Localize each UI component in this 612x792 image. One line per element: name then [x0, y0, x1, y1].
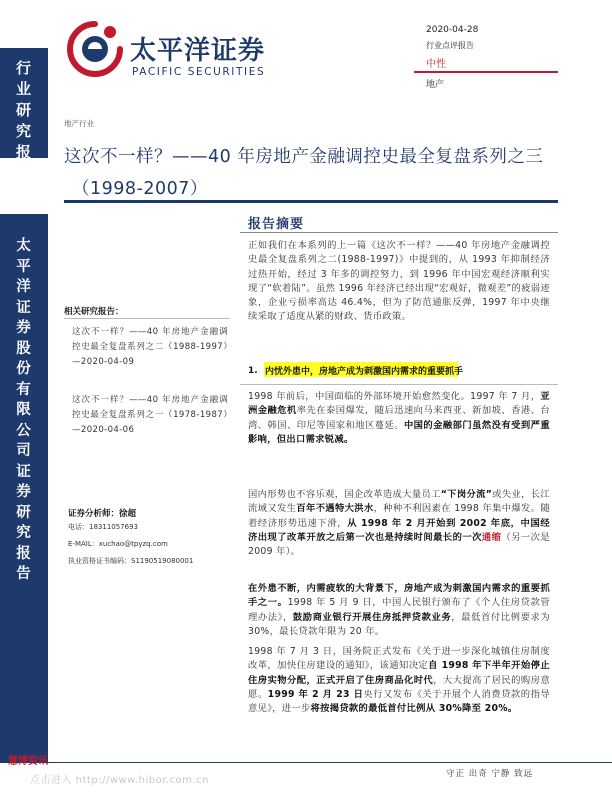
- analyst-phone: 电话：18311057693: [68, 523, 138, 531]
- p4-bold-reform: 自 1998 年下半年开始停止住房实物分配，正式开启了住房商品化时代: [248, 660, 550, 686]
- title-divider: [64, 200, 558, 203]
- p4-bold-downpayment: 将按揭贷款的最低首付比例从 30%降至 20%。: [310, 703, 518, 715]
- p4-text-c: ，大大提高了居民的购房意愿。: [248, 674, 550, 700]
- section-divider: [240, 384, 558, 385]
- paragraph-external-environment: [248, 390, 550, 447]
- p2-text-h: （另一次是 2009 年）。: [248, 531, 550, 558]
- report-title-line2: （1998-2007）: [72, 179, 208, 199]
- p4-bold-date: 1999 年 2 月 23 日: [267, 688, 364, 700]
- rating-label: 中性: [426, 59, 446, 70]
- sidebar-category-block: [0, 48, 48, 182]
- p2-text-c: 或失业，长江流域又发生: [248, 489, 550, 515]
- related-report-link[interactable]: 这次不一样？——40 年房地产金融调控史最全复盘系列之一（1978-1987）—2020-04-06: [72, 395, 228, 435]
- p2-bold-deflation-period: 从 1998 年 2 月开始到 2002 年底，中国经济出现了改革开放之后第一次也是持续时间最长的一次: [248, 517, 550, 543]
- logo-chinese-name: 太平洋证券: [130, 36, 266, 66]
- p1-bold-crisis: 亚洲金融危机: [248, 391, 550, 417]
- left-sidebar: [0, 0, 48, 792]
- analyst-email[interactable]: E-MAIL：xuchao@tpyzq.com: [68, 540, 168, 548]
- related-reports-heading: 相关研究报告：: [64, 307, 124, 317]
- p3-text-b: 1998 年 5 月 9 日，中国人民银行颁布了《个人住房贷款管理办法》，: [248, 597, 550, 623]
- company-logo-icon: [66, 20, 124, 78]
- report-type: 行业点评报告: [426, 41, 474, 50]
- abstract-intro-paragraph: 正如我们在本系列的上一篇《这次不一样？——40 年房地产金融调控史最全复盘系列之二(1988-1997)》中提到的，从 1993 年抑制经济过热开始，经过 3 年多的调控努力，到 1996 年中国宏观经济顺利实现了“软着陆”。虽然 1996 年经济已经出现“宏观好，微观差”的疲弱迹象，企业亏损率高达 46.4%，但为了防范通胀反弹，1997 年中央继续采取了适度从紧的财政、货币政策。: [248, 240, 550, 323]
- p2-red-deflation: 通缩: [481, 531, 502, 543]
- section-number: 1.: [248, 366, 258, 376]
- p1-bold-export: 中国的金融部门虽然没有受到严重影响，但出口需求锐减。: [248, 419, 550, 445]
- related-report-link[interactable]: 这次不一样？——40 年房地产金融调控史最全复盘系列之二（1988-1997）—2020-04-09: [72, 327, 228, 367]
- p2-bold-layoff: “下岗分流”: [440, 489, 493, 500]
- breadcrumb: 地产行业: [64, 119, 94, 128]
- sidebar-company-block: [0, 214, 48, 762]
- sidebar-category-text: 行业研究报告: [15, 59, 32, 182]
- analyst-license: 执业资格证书编码：S1190519080001: [68, 557, 194, 565]
- abstract-divider: [240, 232, 558, 233]
- p4-text-e: 央行又发布《关于开展个人消费贷款的指导意见》，进一步: [248, 688, 551, 715]
- p3-text-d: ，最低首付比例要求为 30%，最长贷款年限为 20 年。: [248, 611, 550, 637]
- abstract-heading: 报告摘要: [248, 217, 305, 232]
- paragraph-housing-reform: [248, 645, 550, 716]
- p2-bold-flood: 百年不遇特大洪水: [296, 503, 374, 515]
- p1-text-a: 1998 年前后，中国面临的外部环境开始愈然变化。1997 年 7 月，: [248, 391, 541, 402]
- report-title-line1: 这次不一样？——40 年房地产金融调控史最全复盘系列之三: [64, 147, 544, 167]
- p2-text-e: ，种种不利因素在 1998 年集中爆发。随着经济形势迅速下滑，: [248, 503, 550, 529]
- logo-english-name: PACIFIC SECURITIES: [132, 66, 266, 78]
- sidebar-company-text: 太平洋证券股份有限公司证券研究报告: [16, 237, 32, 582]
- analyst-label: 证券分析师：: [68, 509, 120, 519]
- watermark-link[interactable]: 点击进入 http://www.hibor.com.cn: [30, 775, 209, 786]
- footer-slogan: 守正 出奇 宁静 致远: [446, 769, 534, 779]
- p2-text-a: 国内形势也不容乐观，国企改革造成大量员工: [248, 489, 441, 500]
- footer-divider: [0, 762, 612, 763]
- paragraph-domestic-situation: [248, 488, 550, 559]
- p3-bold-mortgage: 鼓励商业银行开展住房抵押贷款业务: [292, 611, 452, 623]
- industry-label: 地产: [426, 80, 445, 90]
- watermark-brand: 慧博资讯: [8, 756, 48, 767]
- p4-text-a: 1998 年 7 月 3 日，国务院正式发布《关于进一步深化城镇住房制度改革，加快住房建设的通知》，该通知决定: [248, 646, 550, 672]
- p1-text-c: 率先在泰国爆发，随后迅速向马来西亚、新加坡、香港、台湾、韩国、印尼等国家和地区蔓延。: [248, 405, 550, 431]
- report-date: 2020-04-28: [426, 25, 479, 35]
- header-divider: [414, 71, 558, 73]
- p3-bold-lead: 在外患不断，内需疲软的大背景下，房地产成为刺激国内需求的重要抓手之一。: [248, 583, 550, 609]
- paragraph-housing-loans: [248, 582, 550, 639]
- analyst-block: [68, 507, 136, 519]
- analyst-name: 徐超: [119, 509, 137, 519]
- related-divider: [64, 318, 230, 319]
- section-title: 内忧外患中，房地产成为刺激国内需求的重要抓手: [265, 367, 464, 377]
